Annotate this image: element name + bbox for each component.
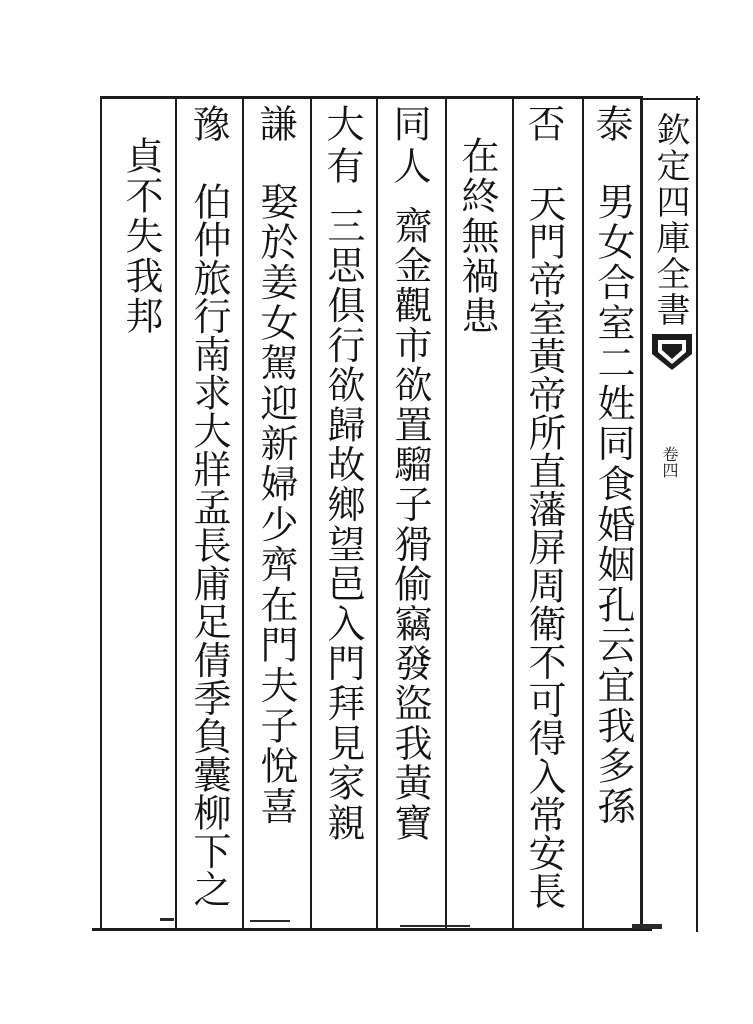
book-title: 欽定四庫全書 bbox=[650, 112, 690, 328]
right-border-inner bbox=[640, 96, 643, 930]
scan-speck bbox=[250, 920, 290, 922]
column-rule-5 bbox=[310, 98, 312, 928]
column-rule-2 bbox=[512, 98, 514, 928]
hexagram-name: 同人 bbox=[387, 104, 431, 188]
verse-text: 齋金觀市欲置騮子猾偷竊發盜我黃寶 bbox=[388, 206, 432, 843]
column-rule-1 bbox=[582, 98, 584, 928]
left-border bbox=[100, 96, 102, 928]
hexagram-name: 豫 bbox=[186, 104, 230, 146]
fish-tail-mark bbox=[650, 332, 694, 372]
verse-text: 男女合室二姓同食婚姻孔云宜我多孫 bbox=[591, 182, 635, 827]
verse-text: 娶於姜女駕迎新婦少齊在門夫子悅喜 bbox=[254, 182, 298, 827]
bottom-border bbox=[92, 928, 652, 931]
column-rule-4 bbox=[376, 98, 378, 928]
hexagram-name: 謙 bbox=[253, 104, 297, 146]
hexagram-name: 大有 bbox=[320, 104, 364, 188]
scan-speck bbox=[632, 924, 662, 929]
scan-speck bbox=[160, 918, 174, 921]
column-rule-6 bbox=[242, 98, 244, 928]
top-border-right bbox=[640, 98, 700, 100]
right-border-outer bbox=[696, 96, 698, 932]
hexagram-name: 泰 bbox=[589, 104, 633, 146]
verse-text: 天門帝室黃帝所直藩屏周衛不可得入常安長 bbox=[522, 184, 566, 910]
verse-text: 三思俱行欲歸故鄉望邑入門拜見家親 bbox=[321, 206, 365, 843]
verse-continuation: 在終無禍患 bbox=[455, 136, 499, 336]
volume-label: 卷四 bbox=[660, 446, 679, 478]
verse-text: 伯仲旅行南求大牂孟長庯足倩季負囊柳下之 bbox=[187, 182, 231, 908]
top-border bbox=[100, 96, 640, 99]
column-rule-3 bbox=[445, 98, 447, 928]
hexagram-name: 否 bbox=[521, 104, 565, 146]
verse-continuation: 貞不失我邦 bbox=[119, 136, 163, 336]
scan-speck bbox=[400, 925, 470, 927]
column-rule-7 bbox=[175, 98, 177, 928]
